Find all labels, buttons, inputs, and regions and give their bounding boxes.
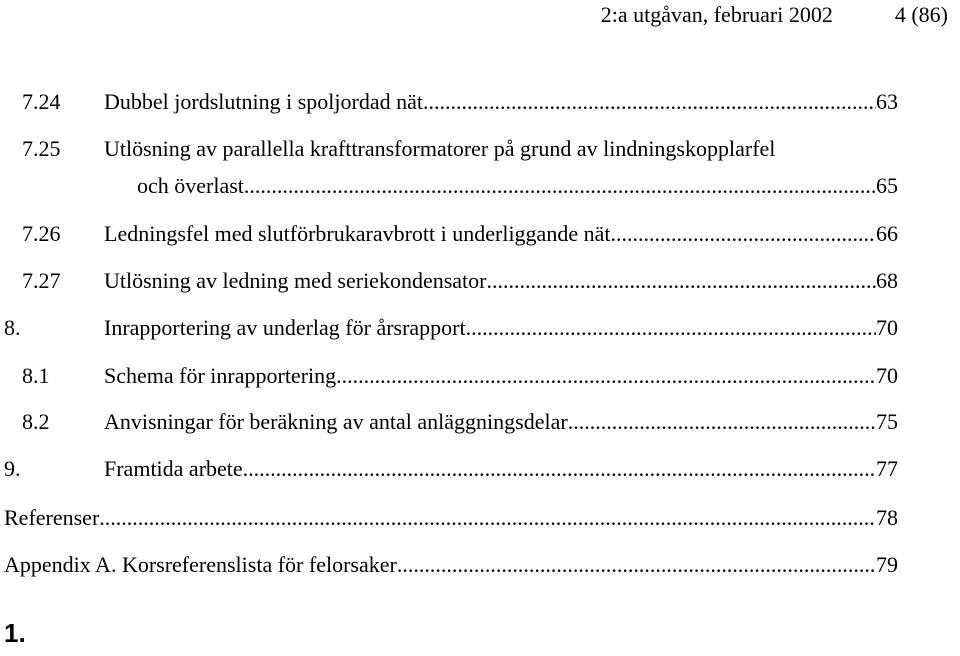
toc-entry-line	[104, 219, 898, 249]
toc-entry-title: Schema för inrapportering	[104, 363, 337, 388]
toc-entry-line	[104, 87, 898, 117]
toc-entry-number: 8.	[4, 315, 21, 340]
toc-entry-line	[104, 134, 775, 164]
dot-leader	[397, 550, 876, 580]
toc-entry-title: Inrapportering av underlag för årsrapport	[104, 315, 466, 340]
toc-entry-line	[4, 550, 898, 580]
toc-entry-page: 68	[876, 268, 898, 293]
toc-entry-line	[104, 454, 898, 484]
toc-entry-page: 78	[876, 505, 898, 530]
toc-entry-page: 66	[876, 221, 898, 246]
toc-entry-number: 7.26	[22, 221, 61, 246]
toc-entry-line	[137, 171, 898, 201]
toc-entry-title: Utlösning av ledning med seriekondensator	[104, 268, 487, 293]
toc-entry-number: 8.2	[22, 409, 50, 434]
toc-entry[interactable]	[0, 266, 898, 296]
toc-entry-title: Utlösning av parallella krafttransformatorer på grund av lindningskopplarfel	[104, 136, 776, 161]
toc-entry-page: 70	[876, 363, 898, 388]
section-heading-number: 1.	[4, 618, 26, 648]
toc-entry[interactable]	[0, 361, 898, 391]
toc-entry-page: 65	[876, 173, 898, 198]
toc-entry-page: 77	[876, 456, 898, 481]
toc-entry-line	[104, 266, 898, 296]
toc-entry-number: 7.25	[22, 136, 61, 161]
toc-entry-title-continued: och överlast	[137, 173, 244, 198]
edition-label: 2:a utgåvan, februari 2002	[600, 2, 833, 27]
toc-entry-title: Anvisningar för beräkning av antal anläggningsdelar	[104, 409, 568, 434]
toc-entry[interactable]	[0, 87, 898, 117]
toc-entry-title: Referenser	[4, 505, 100, 530]
toc-entry-page: 75	[876, 409, 898, 434]
toc-entry[interactable]	[0, 503, 898, 533]
toc-entry[interactable]	[0, 407, 898, 437]
dot-leader	[568, 407, 876, 437]
toc-entry[interactable]	[0, 134, 898, 164]
toc-entry-continuation[interactable]	[0, 171, 898, 201]
toc-entry-number: 7.24	[22, 89, 61, 114]
toc-entry-line	[104, 361, 898, 391]
page-header	[601, 2, 948, 28]
toc-entry-number: 8.1	[22, 363, 50, 388]
toc-entry-line	[104, 407, 898, 437]
dot-leader	[99, 503, 876, 533]
page-number: 4 (86)	[894, 2, 948, 27]
toc-entry-title: Appendix A. Korsreferenslista för felorsaker	[4, 552, 397, 577]
toc-entry-page: 63	[876, 89, 898, 114]
toc-entry[interactable]	[0, 454, 898, 484]
dot-leader	[244, 171, 876, 201]
toc-entry-page: 70	[876, 315, 898, 340]
toc-entry[interactable]	[0, 219, 898, 249]
dot-leader	[243, 454, 876, 484]
toc-entry[interactable]	[0, 313, 898, 343]
dot-leader	[336, 361, 876, 391]
toc-entry-line	[4, 503, 898, 533]
toc-entry-title: Ledningsfel med slutförbrukaravbrott i underliggande nät	[104, 221, 611, 246]
dot-leader	[466, 313, 876, 343]
dot-leader	[423, 87, 876, 117]
toc-entry-page: 79	[876, 552, 898, 577]
toc-entry-title: Dubbel jordslutning i spoljordad nät	[104, 89, 423, 114]
toc-entry-number: 9.	[4, 456, 21, 481]
dot-leader	[610, 219, 876, 249]
toc-entry-number: 7.27	[22, 268, 61, 293]
dot-leader	[486, 266, 876, 296]
toc-entry-title: Framtida arbete	[104, 456, 243, 481]
toc-entry-line	[104, 313, 898, 343]
toc-entry[interactable]	[0, 550, 898, 580]
